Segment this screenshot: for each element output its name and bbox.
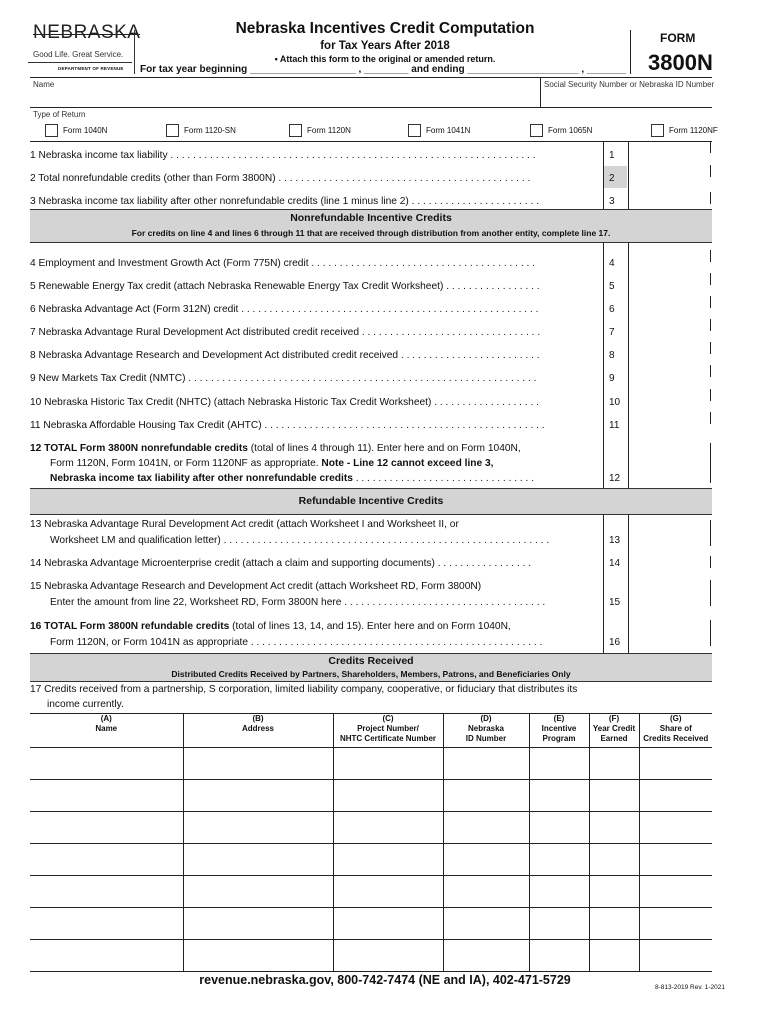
table-cell[interactable] bbox=[30, 844, 183, 876]
line-12-amount[interactable] bbox=[627, 465, 711, 487]
table-row bbox=[30, 940, 712, 972]
table-top-rule bbox=[30, 713, 712, 714]
checkbox-1120nf[interactable]: Form 1120NF bbox=[651, 124, 718, 137]
line-2-text: 2 Total nonrefundable credits (other than Form 3800N) . . . . . . . . . . . . . . . . . . . . . . . . . . . . . . . . . . . . . . . . . . . . . bbox=[30, 173, 531, 184]
amount-tick bbox=[710, 165, 711, 177]
line-15-amount[interactable] bbox=[627, 590, 711, 612]
column-header-text: Year Credit bbox=[592, 724, 636, 733]
nebraska-logo: NEBRASKA bbox=[33, 22, 141, 43]
credits-table bbox=[30, 713, 712, 972]
table-cell[interactable] bbox=[30, 940, 183, 972]
line-9-amount[interactable] bbox=[627, 368, 711, 388]
column-header-text: Incentive bbox=[541, 724, 577, 733]
checkbox-box[interactable] bbox=[408, 124, 421, 137]
amount-tick bbox=[710, 412, 711, 424]
table-cell[interactable] bbox=[333, 812, 443, 844]
column-header-text: (D) bbox=[480, 714, 492, 723]
column-header bbox=[183, 713, 333, 748]
table-cell[interactable] bbox=[333, 876, 443, 908]
amount-tick bbox=[710, 620, 711, 646]
line-1-text: 1 Nebraska income tax liability . . . . . . . . . . . . . . . . . . . . . . . . . . . . . . . . . . . . . . . . . . . . . . . . . . . . . . . . . . . . . . . . . bbox=[30, 150, 536, 161]
return-type-options bbox=[33, 124, 743, 138]
form-subtitle: for Tax Years After 2018 bbox=[320, 40, 450, 52]
column-header-text: Address bbox=[241, 724, 274, 733]
line-10-number: 10 bbox=[609, 397, 621, 408]
line-13-amount[interactable] bbox=[627, 528, 711, 550]
line-7-amount[interactable] bbox=[627, 322, 711, 342]
ssn-divider bbox=[540, 77, 541, 107]
table-cell[interactable] bbox=[589, 812, 639, 844]
amount-tick bbox=[710, 443, 711, 483]
line-13-text-1: 13 Nebraska Advantage Rural Development Act credit (attach Worksheet I and Worksheet II, or bbox=[30, 519, 459, 530]
amount-tick bbox=[710, 365, 711, 377]
line-16-number: 16 bbox=[609, 637, 621, 648]
line-17-text-2: income currently. bbox=[47, 699, 124, 710]
table-cell[interactable] bbox=[589, 876, 639, 908]
column-header-text: (B) bbox=[252, 714, 264, 723]
column-header-text: NHTC Certificate Number bbox=[339, 734, 436, 743]
line-2-amount[interactable] bbox=[627, 167, 711, 187]
column-header-text: Share of bbox=[659, 724, 692, 733]
column-header bbox=[639, 713, 712, 748]
attach-note: • Attach this form to the original or amended return. bbox=[274, 54, 496, 64]
line-10-amount[interactable] bbox=[627, 392, 711, 412]
line-11-amount[interactable] bbox=[627, 415, 711, 435]
table-cell[interactable] bbox=[183, 940, 333, 972]
column-header-text: Program bbox=[542, 734, 576, 743]
line-1-amount[interactable] bbox=[627, 143, 711, 163]
section-title: Refundable Incentive Credits bbox=[298, 495, 444, 507]
line-16-text-2: Form 1120N, or Form 1041N as appropriate . . . . . . . . . . . . . . . . . . . . . . . . . . . . . . . . . . . . . . . . . . . . . . . . . . . . bbox=[50, 637, 543, 648]
line-16-text-1: 16 TOTAL Form 3800N refundable credits (total of lines 13, 14, and 15). Enter here and on Form 1040N, bbox=[30, 621, 511, 632]
column-header-text: Credits Received bbox=[643, 734, 709, 743]
line-5-text: 5 Renewable Energy Tax credit (attach Nebraska Renewable Energy Tax Credit Worksheet) . . . . . . . . . . . . . . . . . bbox=[30, 281, 540, 292]
column-header-text: ID Number bbox=[465, 734, 507, 743]
amount-tick bbox=[710, 192, 711, 204]
amount-tick bbox=[710, 556, 711, 568]
line-15-text-1: 15 Nebraska Advantage Research and Development Act credit (attach Worksheet RD, Form 3800N) bbox=[30, 581, 482, 592]
checkbox-box[interactable] bbox=[530, 124, 543, 137]
amount-tick bbox=[710, 389, 711, 401]
line-2-number: 2 bbox=[609, 173, 615, 184]
credits-received-section-header bbox=[30, 653, 712, 682]
line-8-amount[interactable] bbox=[627, 345, 711, 365]
header-rule bbox=[30, 77, 712, 78]
amount-tick bbox=[710, 296, 711, 308]
checkbox-1040n[interactable]: Form 1040N bbox=[45, 124, 107, 137]
table-cell[interactable] bbox=[443, 780, 529, 812]
table-cell[interactable] bbox=[639, 812, 712, 844]
table-cell[interactable] bbox=[639, 844, 712, 876]
table-cell[interactable] bbox=[30, 748, 183, 780]
amount-tick bbox=[710, 273, 711, 285]
column-header-text: (A) bbox=[100, 714, 112, 723]
line-17-text-1: 17 Credits received from a partnership, S corporation, limited liability company, cooperative, or fiduciary that distributes its bbox=[30, 684, 578, 695]
amount-tick bbox=[710, 580, 711, 606]
column-header bbox=[589, 713, 639, 748]
table-cell[interactable] bbox=[589, 844, 639, 876]
line-4-text: 4 Employment and Investment Growth Act (Form 775N) credit . . . . . . . . . . . . . . . . . . . . . . . . . . . . . . . . . . . . . . . . bbox=[30, 258, 535, 269]
amount-tick bbox=[710, 250, 711, 262]
table-cell[interactable] bbox=[443, 908, 529, 940]
table-cell[interactable] bbox=[529, 844, 589, 876]
table-cell[interactable] bbox=[333, 748, 443, 780]
line-12-text-3: Nebraska income tax liability after other nonrefundable credits . . . . . . . . . . . . . . . . . . . . . . . . . . . . . . . . bbox=[50, 473, 535, 484]
table-cell[interactable] bbox=[639, 940, 712, 972]
table-cell[interactable] bbox=[529, 748, 589, 780]
table-cell[interactable] bbox=[529, 940, 589, 972]
table-cell[interactable] bbox=[589, 748, 639, 780]
table-row bbox=[30, 908, 712, 940]
refundable-section-header bbox=[30, 488, 712, 515]
line-13-number: 13 bbox=[609, 535, 621, 546]
amount-tick bbox=[710, 319, 711, 331]
table-cell[interactable] bbox=[333, 908, 443, 940]
table-cell[interactable] bbox=[589, 780, 639, 812]
column-header-text: Project Number/ bbox=[357, 724, 419, 733]
logo-department: DEPARTMENT OF REVENUE bbox=[58, 66, 124, 71]
line-9-number: 9 bbox=[609, 373, 615, 384]
line-11-number: 11 bbox=[609, 420, 620, 431]
column-header-text: (F) bbox=[608, 714, 620, 723]
section-note: For credits on line 4 and lines 6 through 11 that are received through distribution from another entity, complete line 17. bbox=[131, 228, 611, 238]
table-cell[interactable] bbox=[30, 908, 183, 940]
table-cell[interactable] bbox=[589, 940, 639, 972]
line-8-number: 8 bbox=[609, 350, 615, 361]
line-9-text: 9 New Markets Tax Credit (NMTC) . . . . . . . . . . . . . . . . . . . . . . . . . . . . . . . . . . . . . . . . . . . . . . . . . . . . . . . . . . . . . . bbox=[30, 373, 537, 384]
return-type-label: Type of Return bbox=[33, 110, 86, 119]
name-rule bbox=[30, 107, 712, 108]
line-6-amount[interactable] bbox=[627, 299, 711, 319]
line-5-amount[interactable] bbox=[627, 276, 711, 296]
nonrefundable-section-header bbox=[30, 209, 712, 243]
tax-year-field[interactable]: For tax year beginning ___________________ , ________ and ending ____________________ , _______ bbox=[140, 64, 626, 75]
table-cell[interactable] bbox=[639, 876, 712, 908]
line-13-text-2: Worksheet LM and qualification letter) . . . . . . . . . . . . . . . . . . . . . . . . . . . . . . . . . . . . . . . . . . . . . . . . . . . . . . . . . . bbox=[50, 535, 550, 546]
column-header bbox=[529, 713, 589, 748]
table-cell[interactable] bbox=[529, 908, 589, 940]
revision-code: 8-813-2019 Rev. 1-2021 bbox=[655, 984, 725, 991]
checkbox-box[interactable] bbox=[289, 124, 302, 137]
table-row bbox=[30, 844, 712, 876]
table-cell[interactable] bbox=[183, 748, 333, 780]
column-header-text: (E) bbox=[553, 714, 565, 723]
section-title: Credits Received bbox=[328, 655, 414, 667]
table-cell[interactable] bbox=[333, 780, 443, 812]
line-4-number: 4 bbox=[609, 258, 615, 269]
footer-contact: revenue.nebraska.gov, 800-742-7474 (NE and IA), 402-471-5729 bbox=[199, 973, 571, 987]
line-6-text: 6 Nebraska Advantage Act (Form 312N) credit . . . . . . . . . . . . . . . . . . . . . . . . . . . . . . . . . . . . . . . . . . . . . . . . . . . . . bbox=[30, 304, 539, 315]
checkbox-1120n[interactable]: Form 1120N bbox=[289, 124, 351, 137]
form-number: 3800N bbox=[648, 50, 713, 75]
line-3-amount[interactable] bbox=[627, 191, 711, 209]
line-15-text-2: Enter the amount from line 22, Worksheet RD, Form 3800N here . . . . . . . . . . . . . . . . . . . . . . . . . . . . . . . . . . . . bbox=[50, 597, 546, 608]
table-cell[interactable] bbox=[30, 812, 183, 844]
table-cell[interactable] bbox=[529, 780, 589, 812]
table-cell[interactable] bbox=[529, 876, 589, 908]
line-1-number: 1 bbox=[609, 150, 615, 161]
line-4-amount[interactable] bbox=[627, 253, 711, 273]
checkbox-box[interactable] bbox=[45, 124, 58, 137]
table-cell[interactable] bbox=[639, 748, 712, 780]
table-cell[interactable] bbox=[183, 812, 333, 844]
table-header-row bbox=[30, 713, 712, 748]
line-14-text: 14 Nebraska Advantage Microenterprise credit (attach a claim and supporting documents) . . . . . . . . . . . . . . . . . bbox=[30, 558, 532, 569]
table-cell[interactable] bbox=[443, 940, 529, 972]
form-label: FORM bbox=[660, 31, 696, 45]
table-cell[interactable] bbox=[30, 876, 183, 908]
checkbox-1065n[interactable]: Form 1065N bbox=[530, 124, 592, 137]
table-cell[interactable] bbox=[183, 908, 333, 940]
table-cell[interactable] bbox=[639, 780, 712, 812]
table-cell[interactable] bbox=[443, 844, 529, 876]
line-16-amount[interactable] bbox=[627, 630, 711, 652]
line-8-text: 8 Nebraska Advantage Research and Development Act distributed credit received . . . . . . . . . . . . . . . . . . . . . . . . . bbox=[30, 350, 540, 361]
section-note: Distributed Credits Received by Partners, Shareholders, Members, Patrons, and Beneficiaries Only bbox=[171, 669, 571, 679]
table-cell[interactable] bbox=[183, 876, 333, 908]
line-3-number: 3 bbox=[609, 196, 615, 207]
line-3-text: 3 Nebraska income tax liability after other nonrefundable credits (line 1 minus line 2) . . . . . . . . . . . . . . . . . . . . . . . bbox=[30, 196, 540, 207]
table-cell[interactable] bbox=[333, 940, 443, 972]
name-label: Name bbox=[33, 80, 55, 89]
logo-divider bbox=[28, 62, 132, 63]
table-cell[interactable] bbox=[443, 748, 529, 780]
line-10-text: 10 Nebraska Historic Tax Credit (NHTC) (attach Nebraska Historic Tax Credit Worksheet) . . . . . . . . . . . . . . . . . . . bbox=[30, 397, 539, 408]
amount-tick bbox=[710, 141, 711, 153]
table-cell[interactable] bbox=[30, 780, 183, 812]
line-12-number: 12 bbox=[609, 473, 621, 484]
line-12-text-1: 12 TOTAL Form 3800N nonrefundable credits (total of lines 4 through 11). Enter here and on Form 1040N, bbox=[30, 443, 521, 454]
line-7-number: 7 bbox=[609, 327, 615, 338]
column-header-text: (C) bbox=[382, 714, 394, 723]
checkbox-1120sn[interactable]: Form 1120-SN bbox=[166, 124, 236, 137]
form-title: Nebraska Incentives Credit Computation bbox=[235, 20, 535, 37]
checkbox-box[interactable] bbox=[651, 124, 664, 137]
checkbox-1041n[interactable]: Form 1041N bbox=[408, 124, 470, 137]
column-header-text: Name bbox=[95, 724, 118, 733]
section-title: Nonrefundable Incentive Credits bbox=[290, 212, 452, 224]
table-cell[interactable] bbox=[183, 844, 333, 876]
table-cell[interactable] bbox=[589, 908, 639, 940]
ssn-label: Social Security Number or Nebraska ID Number bbox=[544, 80, 715, 89]
column-header bbox=[333, 713, 443, 748]
table-cell[interactable] bbox=[443, 812, 529, 844]
line-7-text: 7 Nebraska Advantage Rural Development Act distributed credit received . . . . . . . . . . . . . . . . . . . . . . . . . . . . . . . . bbox=[30, 327, 541, 338]
line-number-column bbox=[603, 242, 629, 438]
header-divider bbox=[134, 30, 135, 74]
line-11-text: 11 Nebraska Affordable Housing Tax Credit (AHTC) . . . . . . . . . . . . . . . . . . . . . . . . . . . . . . . . . . . . . . . . . . . . . . . . . . bbox=[30, 420, 545, 431]
table-row bbox=[30, 780, 712, 812]
table-row bbox=[30, 748, 712, 780]
column-header bbox=[30, 713, 183, 748]
amount-tick bbox=[710, 520, 711, 546]
line-14-number: 14 bbox=[609, 558, 621, 569]
logo-tagline: Good Life. Great Service. bbox=[33, 50, 124, 59]
table-cell[interactable] bbox=[529, 812, 589, 844]
line-14-amount[interactable] bbox=[627, 553, 711, 573]
amount-tick bbox=[710, 342, 711, 354]
line-12-text-2: Form 1120N, Form 1041N, or Form 1120NF as appropriate. Note - Line 12 cannot exceed line 3, bbox=[50, 458, 494, 469]
column-header-text: Nebraska bbox=[467, 724, 505, 733]
checkbox-box[interactable] bbox=[166, 124, 179, 137]
table-cell[interactable] bbox=[639, 908, 712, 940]
line-15-number: 15 bbox=[609, 597, 621, 608]
table-cell[interactable] bbox=[333, 844, 443, 876]
table-row bbox=[30, 876, 712, 908]
table-cell[interactable] bbox=[443, 876, 529, 908]
table-row bbox=[30, 812, 712, 844]
column-header-text: Earned bbox=[600, 734, 628, 743]
column-header-text: (G) bbox=[669, 714, 682, 723]
line-5-number: 5 bbox=[609, 281, 615, 292]
column-header bbox=[443, 713, 529, 748]
line-6-number: 6 bbox=[609, 304, 615, 315]
table-cell[interactable] bbox=[183, 780, 333, 812]
